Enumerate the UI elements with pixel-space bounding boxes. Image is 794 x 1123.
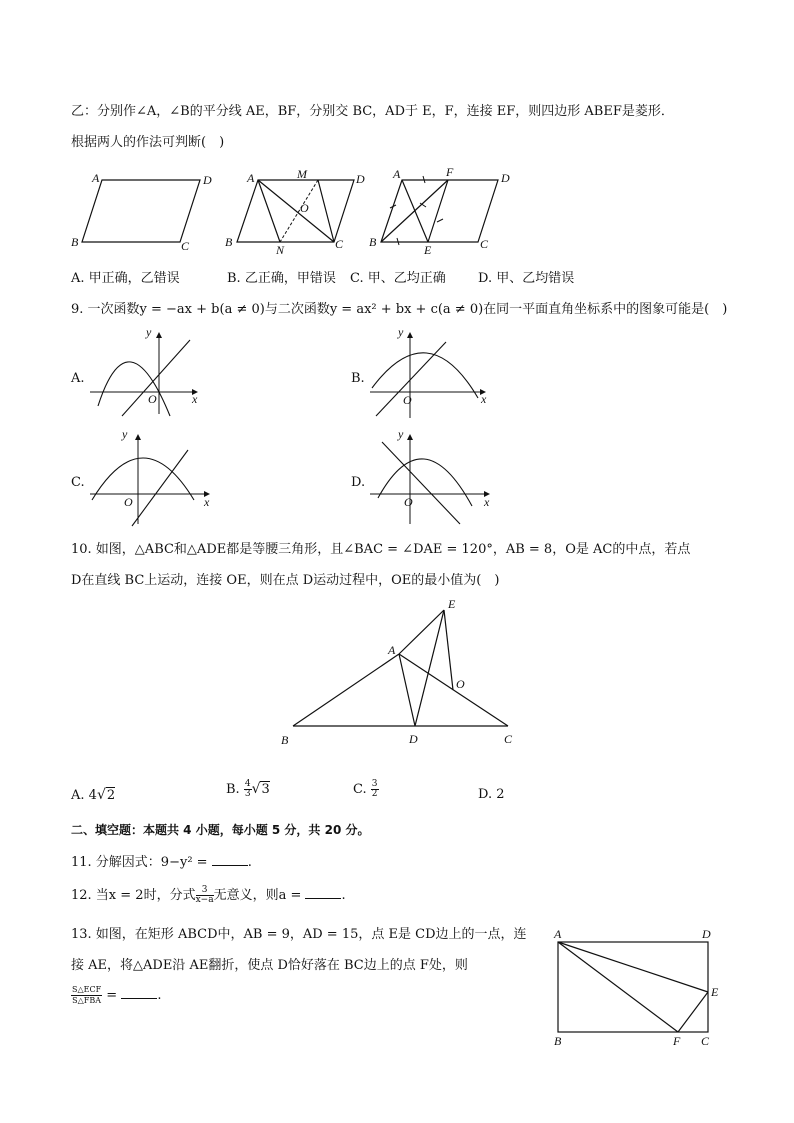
- q8-figure-3: [366, 164, 516, 258]
- q9-label-b: B.: [351, 371, 365, 386]
- q9-label-c: C.: [71, 475, 85, 490]
- origin: O: [124, 495, 133, 509]
- label-E: E: [448, 597, 456, 611]
- label-E: E: [424, 243, 432, 257]
- q8-line-judge: 根据两人的作法可判断( ): [71, 135, 225, 150]
- q10-stem-line2: D在直线 BC上运动，连接 OE，则在点 D运动过程中，OE的最小值为( ): [71, 573, 500, 588]
- axis-x: x: [484, 495, 490, 509]
- axis-y: y: [398, 325, 404, 339]
- q13-figure: [550, 926, 730, 1051]
- origin: O: [403, 393, 412, 407]
- q9-graph-b: [368, 325, 498, 418]
- label-D: D: [203, 173, 212, 187]
- q9-graph-a: [88, 325, 208, 416]
- q11-answer-blank[interactable]: [212, 853, 248, 866]
- q13-ratio: $\frac{\text{S△ECF}}{\text{S△FBA}}$ = .: [72, 985, 162, 1005]
- q13-line1: 13. 如图，在矩形 ABCD中，AB = 9，AD = 15，点 E是 CD边上的一点，连: [71, 927, 527, 942]
- q9-graph-c: [88, 428, 218, 526]
- q9-graph-d: [368, 428, 498, 526]
- q8-line-yi: 乙：分别作∠A，∠B的平分线 AE，BF，分别交 BC，AD于 E，F，连接 EF，则四边形 ABEF是菱形．: [71, 104, 674, 119]
- q13-line2: 接 AE，将△ADE沿 AE翻折，使点 D恰好落在 BC边上的点 F处，则: [71, 958, 468, 973]
- q8-figure-1: [70, 168, 230, 253]
- axis-x: x: [481, 392, 487, 406]
- label-C: C: [480, 237, 489, 251]
- q10-option-c: C. $\frac{3}{2}$: [353, 779, 378, 799]
- q9-label-a: A.: [71, 371, 85, 386]
- axis-x: x: [204, 495, 210, 509]
- label-A: A: [92, 171, 100, 185]
- label-A: A: [388, 643, 396, 657]
- label-D: D: [702, 927, 711, 941]
- label-D: D: [409, 732, 418, 746]
- section2-heading: 二、填空题：本题共 4 小题，每小题 5 分，共 20 分。: [71, 823, 370, 837]
- q9-stem: 9. 一次函数y = −ax + b(a ≠ 0)与二次函数y = ax² + bx + c(a ≠ 0)在同一平面直角坐标系中的图象可能是( ): [71, 302, 728, 317]
- label-B: B: [281, 733, 289, 747]
- origin: O: [404, 495, 413, 509]
- label-F: F: [673, 1034, 681, 1048]
- q9-label-d: D.: [351, 475, 366, 490]
- label-O: O: [300, 201, 309, 215]
- q10-option-d: D. 2: [478, 787, 505, 802]
- label-B: B: [71, 235, 79, 249]
- label-A: A: [393, 167, 401, 181]
- label-D: D: [356, 172, 365, 186]
- q11: 11. 分解因式：9−y² = .: [71, 855, 252, 870]
- q10-option-a: A. 4√2: [71, 787, 116, 803]
- label-C: C: [701, 1034, 710, 1048]
- axis-y: y: [398, 427, 404, 441]
- label-N: N: [276, 243, 285, 257]
- q11-stem: 11. 分解因式：9−y² =: [71, 855, 208, 870]
- q8-option-c: C. 甲、乙均正确: [350, 271, 446, 286]
- q10-stem-line1: 10. 如图，△ABC和△ADE都是等腰三角形，且∠BAC = ∠DAE = 120°，AB = 8，O是 AC的中点，若点: [71, 542, 691, 557]
- label-B: B: [225, 235, 233, 249]
- label-C: C: [181, 239, 190, 253]
- q8-option-d: D. 甲、乙均错误: [478, 271, 575, 286]
- label-C: C: [335, 237, 344, 251]
- label-O: O: [456, 677, 465, 691]
- label-M: M: [297, 167, 307, 181]
- q8-option-a: A. 甲正确，乙错误: [71, 271, 180, 286]
- q10-figure: [278, 594, 528, 754]
- q13-answer-blank[interactable]: [121, 986, 157, 999]
- label-A: A: [554, 927, 562, 941]
- label-B: B: [554, 1034, 562, 1048]
- axis-y: y: [122, 427, 128, 441]
- q10-option-b: B. $\frac{4}{3}$ √3: [226, 779, 270, 799]
- label-C: C: [504, 732, 513, 746]
- q12: 12. 当x = 2时，分式 $\frac{3}{x-a}$ 无意义，则a = .: [71, 885, 346, 905]
- q12-answer-blank[interactable]: [305, 886, 341, 899]
- q8-option-b: B. 乙正确，甲错误: [227, 271, 336, 286]
- label-E: E: [711, 985, 719, 999]
- axis-x: x: [192, 392, 198, 406]
- origin: O: [148, 392, 157, 406]
- label-A: A: [247, 171, 255, 185]
- axis-y: y: [146, 325, 152, 339]
- q8-figure-2: [222, 166, 372, 258]
- label-B: B: [369, 235, 377, 249]
- label-D: D: [501, 171, 510, 185]
- label-F: F: [446, 165, 454, 179]
